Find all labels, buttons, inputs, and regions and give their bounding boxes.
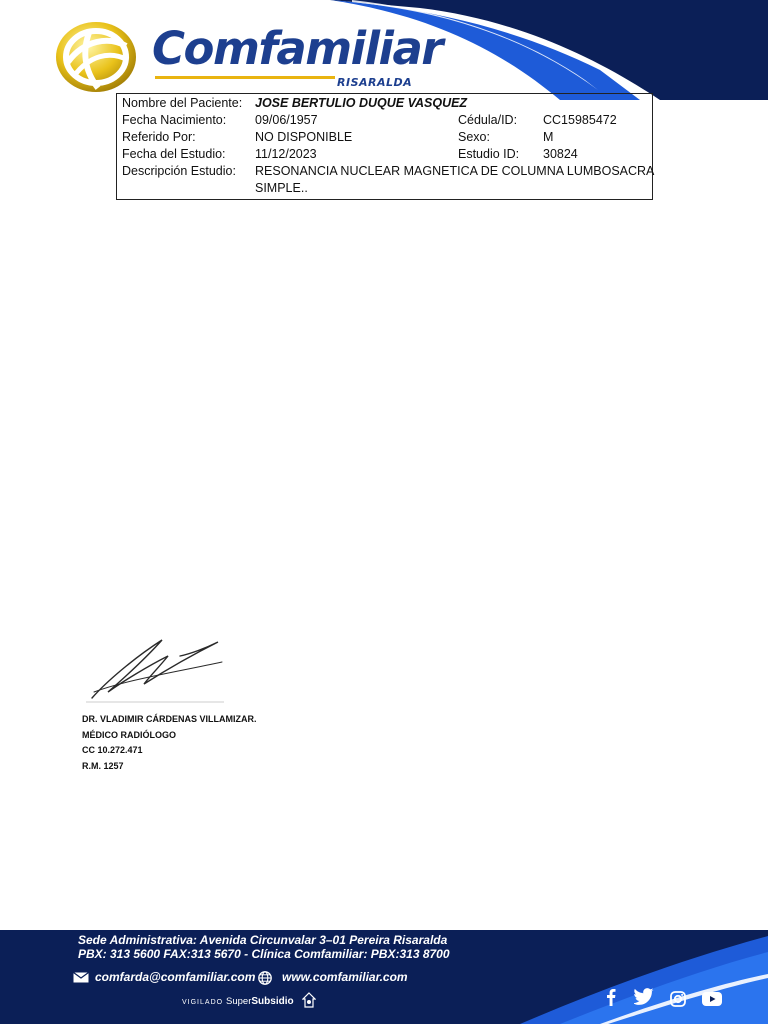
- study-date-label: Fecha del Estudio:: [122, 147, 226, 161]
- brand-underline: [155, 76, 335, 79]
- subsidio-label: Subsidio: [251, 996, 294, 1007]
- sex-label: Sexo:: [458, 130, 490, 144]
- doctor-registration: R.M. 1257: [82, 760, 124, 771]
- mail-icon: [73, 972, 89, 983]
- study-date-value: 11/12/2023: [255, 147, 317, 161]
- youtube-icon[interactable]: [702, 992, 722, 1006]
- globe-icon: [258, 971, 272, 985]
- facebook-icon[interactable]: [606, 988, 616, 1006]
- doctor-info: [82, 712, 257, 774]
- vigilado-label: VIGILADO: [182, 999, 224, 1006]
- birthdate-value: 09/06/1957: [255, 113, 318, 127]
- footer-address: Sede Administrativa: Avenida Circunvalar 3–01 Pereira Risaralda: [78, 933, 448, 947]
- id-label: Cédula/ID:: [458, 113, 518, 127]
- footer: [0, 930, 768, 1024]
- supersubsidio-logo-icon: [302, 992, 316, 1008]
- id-value: CC15985472: [543, 113, 617, 127]
- doctor-title: MÉDICO RADIÓLOGO: [82, 729, 176, 740]
- footer-website[interactable]: www.comfamiliar.com: [282, 970, 408, 984]
- study-id-value: 30824: [543, 147, 578, 161]
- brand-sub: RISARALDA: [337, 76, 413, 89]
- comfamiliar-logo-icon: [54, 20, 138, 94]
- vigilado-supersubsidio: [182, 996, 294, 1007]
- study-id-label: Estudio ID:: [458, 147, 520, 161]
- birthdate-label: Fecha Nacimiento:: [122, 113, 227, 127]
- doctor-id: CC 10.272.471: [82, 745, 143, 755]
- patient-name-label: Nombre del Paciente:: [122, 96, 243, 110]
- instagram-icon[interactable]: [670, 991, 686, 1007]
- referred-value: NO DISPONIBLE: [255, 130, 353, 144]
- referred-label: Referido Por:: [122, 130, 196, 144]
- description-value-cont: SIMPLE..: [255, 181, 308, 195]
- twitter-icon[interactable]: [634, 988, 654, 1005]
- doctor-name: DR. VLADIMIR CÁRDENAS VILLAMIZAR.: [82, 714, 257, 724]
- footer-email[interactable]: comfarda@comfamiliar.com: [95, 970, 256, 984]
- handwritten-signature: [86, 632, 231, 704]
- brand-name: Comfamiliar: [152, 22, 442, 75]
- sex-value: M: [543, 130, 554, 144]
- footer-phones: PBX: 313 5600 FAX:313 5670 - Clínica Comfamiliar: PBX:313 8700: [78, 947, 450, 961]
- description-value: RESONANCIA NUCLEAR MAGNETICA DE COLUMNA LUMBOSACRA: [255, 164, 655, 178]
- patient-info-box: [116, 93, 653, 200]
- description-label: Descripción Estudio:: [122, 164, 236, 178]
- patient-name-value: JOSE BERTULIO DUQUE VASQUEZ: [255, 96, 468, 110]
- super-label: Super: [226, 996, 252, 1007]
